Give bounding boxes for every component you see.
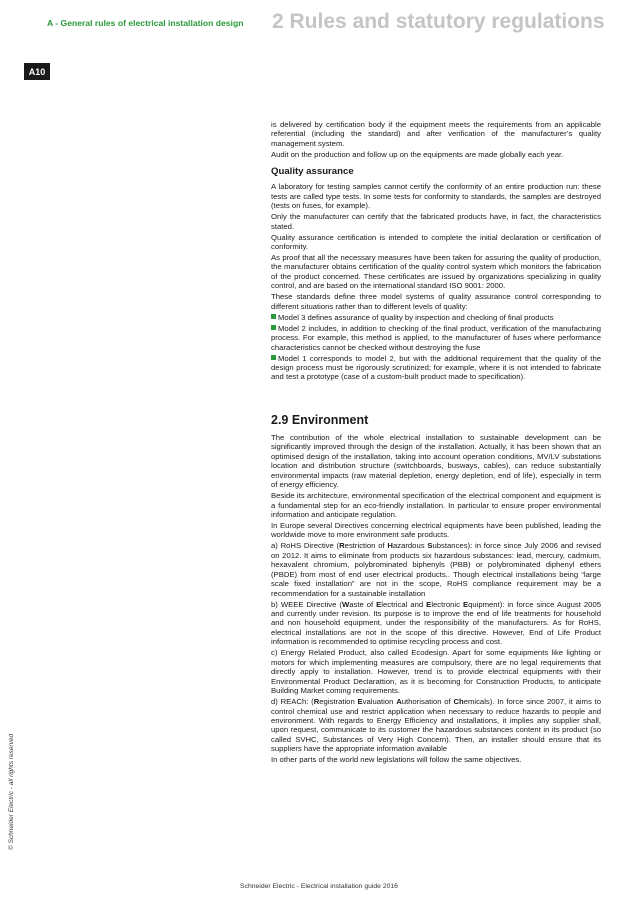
bullet-text: Model 1 corresponds to model 2, but with the additional requirement that the quality of the design process must be rigorously scrutinized; for example, where it is not intended to fabricate and test a prototype (case of a custom-built product made to specification). xyxy=(271,353,601,382)
body-paragraph: Quality assurance certification is intended to complete the initial declaration or certification of conformity. xyxy=(271,232,601,252)
bullet-item xyxy=(271,313,601,322)
body-paragraph: A laboratory for testing samples cannot certify the conformity of an entire production run: these tests are called type tests. In some tests for conformity to standards, the samples are destroyed (tests on fuses, for example). xyxy=(271,182,601,211)
body-paragraph: Beside its architecture, environmental specification of the electrical component and equipment is a fundamental step for an eco-friendly installation. In particular to ensure proper environmental information and anticipate regulation. xyxy=(271,491,601,519)
main-content xyxy=(271,120,601,766)
intro-paragraph: Audit on the production and follow up on the equipments are made globally each year. xyxy=(271,149,564,159)
bullet-text: Model 2 includes, in addition to checking of the final product, verification of the manufacturing process. For example, this method is applied, to the manufacturer of fuses where performance characteristics cannot be checked without destroying the fuse xyxy=(271,323,601,352)
section-title: 2 Rules and statutory regulations xyxy=(272,10,605,33)
body-paragraph: Only the manufacturer can certify that the fabricated products have, in fact, the characteristics stated. xyxy=(271,212,601,231)
square-bullet-icon xyxy=(271,314,276,319)
body-paragraph: These standards define three model systems of quality assurance control corresponding to different situations rather than to different levels of quality: xyxy=(271,292,601,311)
reach-paragraph: d) REACh: (Registration Evaluation Authorisation of Chemicals). In force since 2007, it aims to control chemical use and restrict application when necessary to reduce hazards to people and environment. With regards to Energy Efficiency and installations, it implies any supplier shall, upon request, communicate to its customer the hazardous substances content in its product (so called SVHC, Substances of Very High Concern). Then, an installer should ensure that its suppliers have the appropriate information available xyxy=(271,697,601,754)
body-paragraph: The contribution of the whole electrical installation to sustainable development can be significantly improved through the design of the installation. Actually, it has been shown that an optimised design of the installation, taking into account operation conditions, MV/LV substations location and distribution structure (switchboards, busways, cables), can reduce substantially environmental impacts (raw material depletion, energy depletion, end of life), especially in term of energy efficiency. xyxy=(271,432,601,490)
body-paragraph: In Europe several Directives concerning electrical equipments have been published, leading the worldwide move to more environment safe products. xyxy=(271,520,601,540)
page-footer: Schneider Electric - Electrical installation guide 2016 xyxy=(240,883,398,890)
body-paragraph: In other parts of the world new legislations will follow the same objectives. xyxy=(271,755,522,765)
bullet-item xyxy=(271,354,601,382)
environment-heading: 2.9 Environment xyxy=(271,412,369,427)
ecodesign-paragraph: c) Energy Related Product, also called Ecodesign. Apart for some equipments like lighting or motors for which implementing measures are compulsory, there are no legal requirements that directly apply to installation. However, trend is to provide electrical equipments with their Environmental Product Declarattion, as it is becoming for Construction Products, to anticipate Building Market coming requirements. xyxy=(271,648,601,696)
quality-assurance-heading: Quality assurance xyxy=(271,166,354,178)
weee-paragraph: b) WEEE Directive (Waste of Electrical and Electronic Equipment): in force since August 2005 and currently under revision. Its purpose is to improve the end of life treatments for household and non household equipment, under the responsibility of the manufacturers. As for RoHS, electrical installations are not in the scope of this directive. However, End of Life Product information is recommended to optimise recycling process and cost. xyxy=(271,599,602,647)
copyright-note: © Schneider Electric - all rights reserved xyxy=(8,733,15,850)
rohs-paragraph: a) RoHS Directive (Restriction of Hazardous Substances): in force since July 2006 and revised on 2012. It aims to eliminate from products six hazardous substances: lead, mercury, cadmium, hexavalent chromium, polybrominated biphenyls (PBB) or polybrominated diphenyl ethers (PBDE) from most of end user electrical products.. Though electrical installations being “large scale fixed installation” are not in the scope, RoHS compliance requirement may be a recommendation for a sustainable installation xyxy=(271,541,602,598)
body-paragraph: As proof that all the necessary measures have been taken for assuring the quality of production, the manufacturer obtains certification of the quality control system which monitors the fabrication of the product concerned. These certificates are issued by organizations specializing in quality control, and are based on the international standard ISO 9001: 2000. xyxy=(271,252,601,291)
square-bullet-icon xyxy=(271,325,276,330)
square-bullet-icon xyxy=(271,355,276,360)
bullet-item xyxy=(271,324,601,352)
page-number-tab: A10 xyxy=(24,63,50,80)
bullet-text: Model 3 defines assurance of quality by inspection and checking of final products xyxy=(278,312,554,322)
intro-paragraph: is delivered by certification body if the equipment meets the requirements from an applicable referential (including the standard) and after verification of the manufacturer’s quality management system. xyxy=(271,120,601,148)
chapter-label: A - General rules of electrical installation design xyxy=(47,18,244,28)
